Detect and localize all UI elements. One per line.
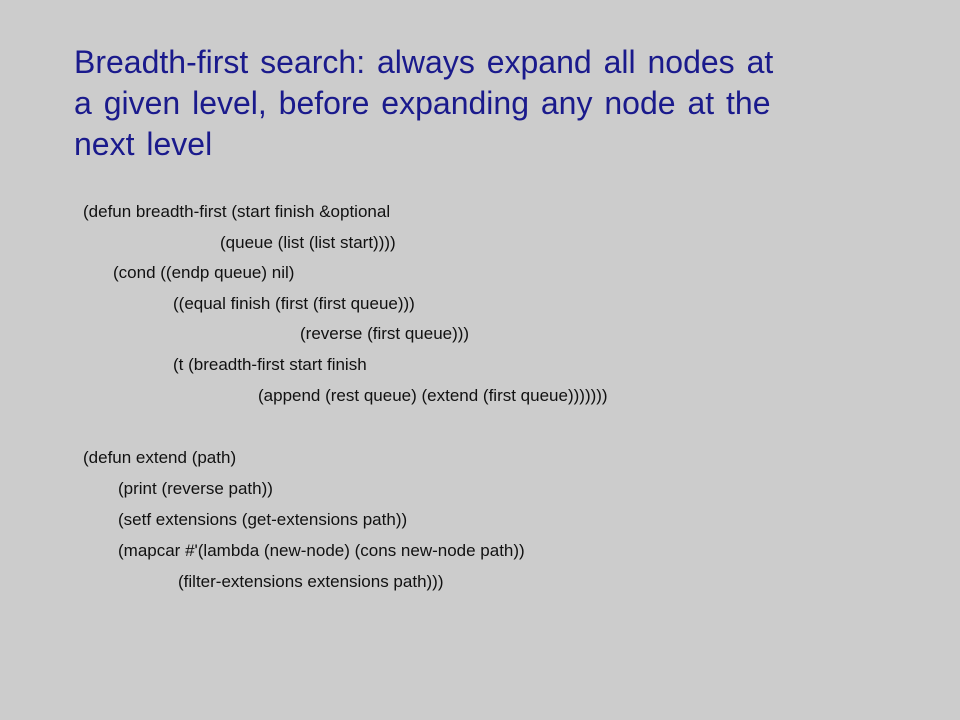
title-line: Breadth-first search: always expand all nodes at <box>74 44 774 80</box>
code-line: (filter-extensions extensions path))) <box>178 572 444 591</box>
title-line: a given level, before expanding any node at the <box>74 85 771 121</box>
code-line: (setf extensions (get-extensions path)) <box>118 510 408 529</box>
code-line: (defun extend (path) <box>83 448 237 467</box>
code-line: (print (reverse path)) <box>118 479 273 498</box>
code-line: (queue (list (list start)))) <box>220 233 396 252</box>
code-line: ((equal finish (first (first queue))) <box>173 294 415 313</box>
code-line: (mapcar #'(lambda (new-node) (cons new-node path)) <box>118 541 525 560</box>
title-line: next level <box>74 126 213 162</box>
code-line: (t (breadth-first start finish <box>173 355 367 374</box>
code-line: (reverse (first queue))) <box>300 324 470 343</box>
code-line: (defun breadth-first (start finish &optional <box>83 202 391 221</box>
code-line: (cond ((endp queue) nil) <box>113 263 295 282</box>
code-line: (append (rest queue) (extend (first queue))))))) <box>258 386 608 405</box>
